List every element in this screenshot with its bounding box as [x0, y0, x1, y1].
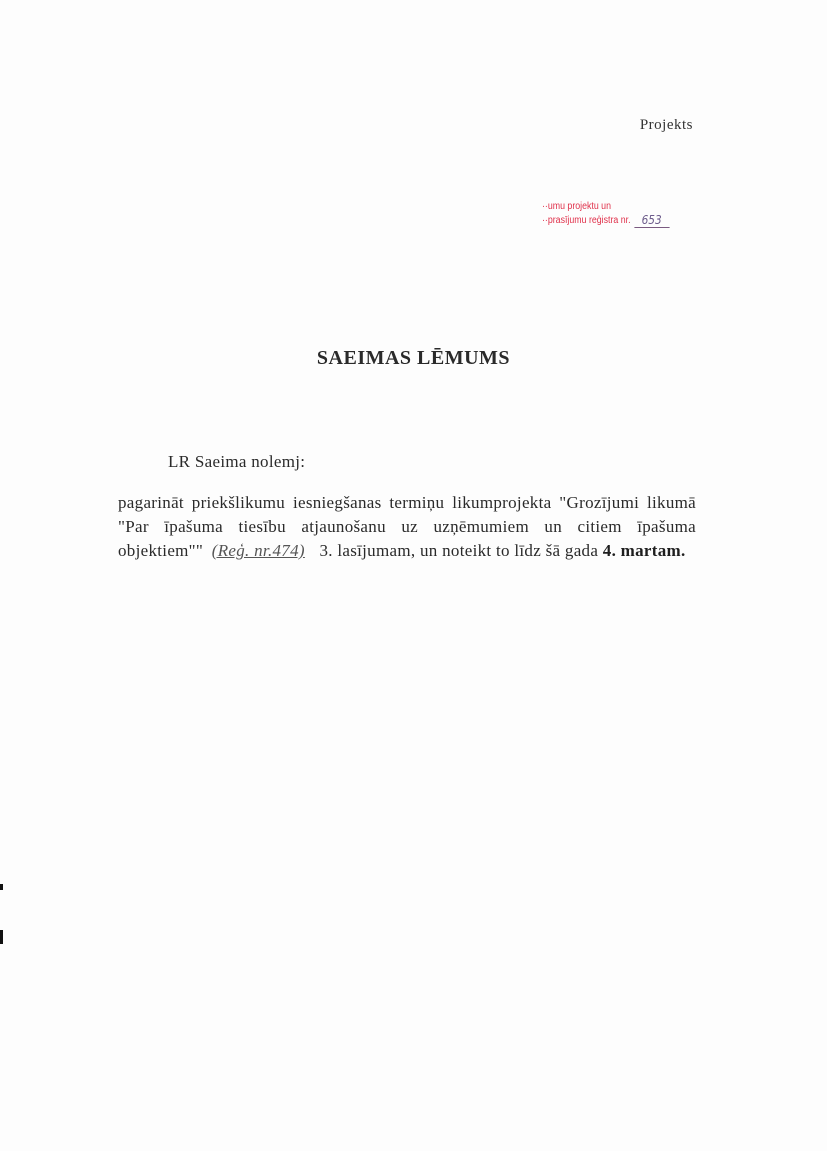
registry-number: 653: [634, 214, 669, 228]
stamp-line-2-row: [542, 214, 674, 228]
body-text-part-2: 3. lasījumam, un noteikt to līdz šā gada: [319, 541, 599, 560]
body-text-part-1: pagarināt priekšlikumu iesniegšanas termiņu likumprojekta "Grozījumi likumā "Par īpašuma tiesību atjaunošanu uz uzņēmumiem un citiem īpašuma objektiem"": [118, 493, 696, 560]
projekts-label: Projekts: [639, 117, 693, 133]
registration-reference: (Reģ. nr.474): [211, 541, 305, 560]
registry-stamp: [542, 200, 674, 232]
stamp-line-1: ··umu projektu un: [542, 201, 611, 212]
scan-edge-mark: [0, 930, 3, 944]
document-title: SAEIMAS LĒMUMS: [316, 347, 511, 369]
stamp-line-2: ··prasījumu reģistra nr.: [542, 215, 631, 226]
deadline-date: 4. martam.: [602, 541, 686, 560]
decision-body: [118, 491, 696, 563]
decision-intro: LR Saeima nolemj:: [168, 452, 306, 471]
scan-edge-mark: [0, 884, 3, 890]
